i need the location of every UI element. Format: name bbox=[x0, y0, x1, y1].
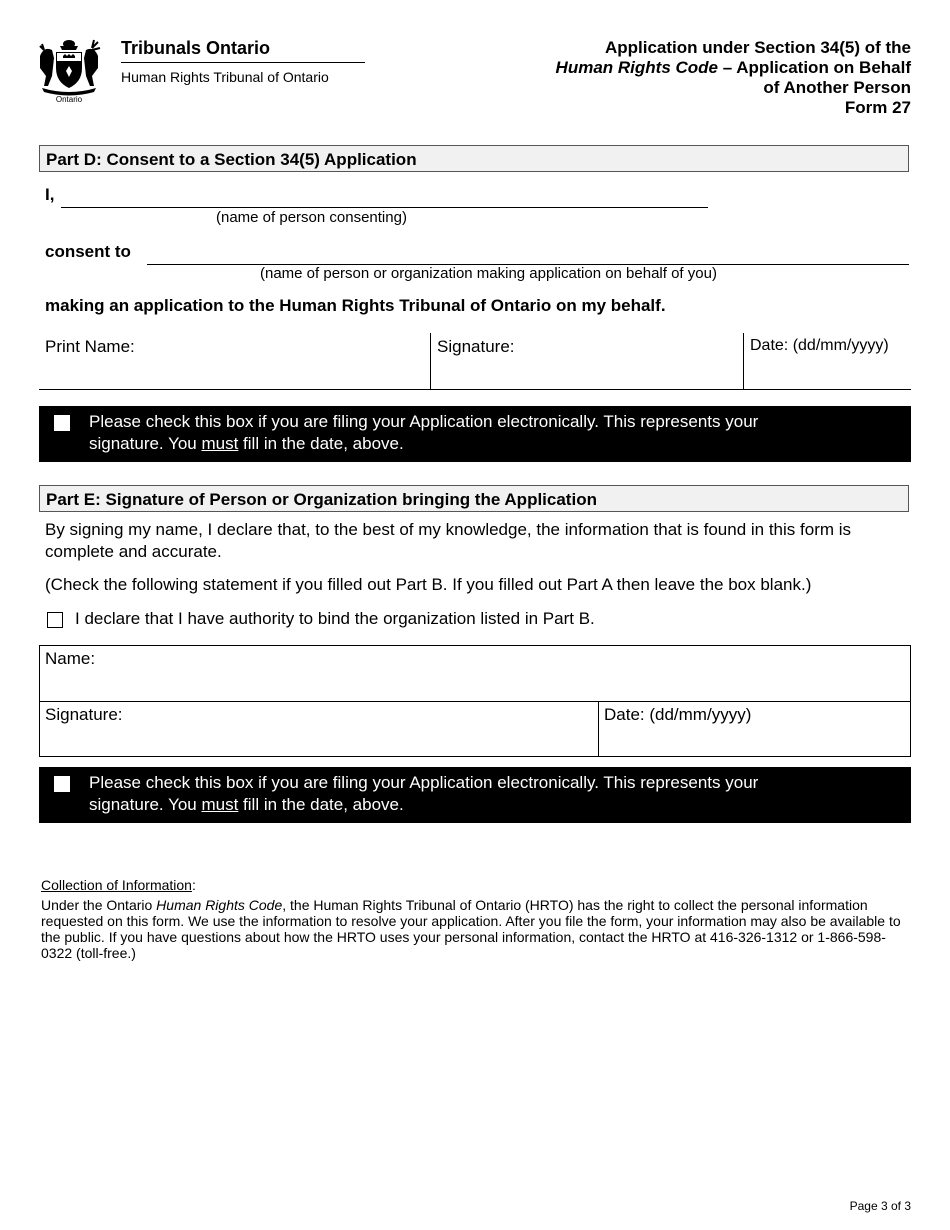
part-e-signature-field[interactable] bbox=[40, 702, 598, 756]
form-title-line2 bbox=[556, 58, 911, 78]
form-title-line3: of Another Person bbox=[763, 78, 911, 97]
org-subtitle: Human Rights Tribunal of Ontario bbox=[121, 69, 329, 85]
part-d-heading: Part D: Consent to a Section 34(5) Application bbox=[39, 145, 909, 172]
part-e-date-field[interactable] bbox=[598, 702, 910, 756]
part-e-electronic-filing-bar bbox=[39, 767, 911, 823]
part-d-electronic-line2: signature. You must fill in the date, above. bbox=[89, 434, 404, 453]
part-e-electronic-filing-checkbox[interactable] bbox=[54, 776, 70, 792]
part-d-date-label: Date: (dd/mm/yyyy) bbox=[750, 337, 889, 354]
applicant-name-hint: (name of person or organization making application on behalf of you) bbox=[260, 265, 717, 282]
part-e-electronic-line2: signature. You must fill in the date, above. bbox=[89, 795, 404, 814]
part-d-signature-field[interactable] bbox=[430, 333, 743, 389]
part-e-name-field[interactable] bbox=[40, 646, 910, 702]
name-of-person-consenting-hint: (name of person consenting) bbox=[216, 209, 407, 226]
collection-of-information bbox=[41, 877, 901, 961]
form-title-line1: Application under Section 34(5) of the bbox=[604, 38, 911, 57]
logo-caption: Ontario bbox=[55, 95, 83, 104]
i-label: I, bbox=[45, 185, 55, 204]
form-title bbox=[556, 38, 911, 118]
must-emphasis: must bbox=[201, 434, 239, 453]
print-name-label: Print Name: bbox=[45, 337, 135, 356]
part-d-date-field[interactable] bbox=[743, 333, 911, 389]
authority-checkbox[interactable] bbox=[47, 612, 63, 628]
form-title-code: Human Rights Code bbox=[555, 58, 718, 77]
page-number: Page 3 of 3 bbox=[849, 1199, 911, 1213]
print-name-field[interactable] bbox=[39, 333, 430, 389]
declaration-paragraph: By signing my name, I declare that, to the best of my knowledge, the information that is found in this form is complete and accurate. bbox=[45, 520, 852, 561]
part-d-signature-row bbox=[39, 333, 911, 390]
authority-statement: I declare that I have authority to bind the organization listed in Part B. bbox=[75, 609, 595, 628]
part-e-date-label: Date: (dd/mm/yyyy) bbox=[604, 705, 752, 724]
collection-text: Under the Ontario Human Rights Code, the Human Rights Tribunal of Ontario (HRTO) has the right to collect the personal information requested on this form. We use the information to resolve your application. After you file the form, your information may also be available to the public. If you have questions about how the HRTO uses your personal information, contact the HRTO at 416-326-1312 or 1-866-598-0322 (toll-free.) bbox=[41, 897, 901, 961]
part-e-signature-table bbox=[39, 645, 911, 757]
part-d-electronic-line1: Please check this box if you are filing your Application electronically. This represents your bbox=[89, 412, 759, 431]
part-d-electronic-filing-bar bbox=[39, 406, 911, 462]
form-number: Form 27 bbox=[844, 98, 911, 117]
part-d-electronic-filing-checkbox[interactable] bbox=[54, 415, 70, 431]
name-of-person-consenting-field[interactable] bbox=[61, 207, 708, 208]
must-emphasis: must bbox=[201, 795, 239, 814]
check-instruction: (Check the following statement if you filled out Part B. If you filled out Part A then leave the box blank.) bbox=[45, 575, 812, 594]
part-d-signature-label: Signature: bbox=[437, 337, 515, 356]
part-e-heading: Part E: Signature of Person or Organization bringing the Application bbox=[39, 485, 909, 512]
consent-to-label: consent to bbox=[45, 242, 131, 261]
part-e-electronic-line1: Please check this box if you are filing your Application electronically. This represents your bbox=[89, 773, 759, 792]
org-divider bbox=[121, 62, 365, 63]
form-title-line2-rest: – Application on Behalf bbox=[718, 58, 911, 77]
ontario-coat-of-arms-logo bbox=[36, 38, 102, 104]
consent-statement: making an application to the Human Rights Tribunal of Ontario on my behalf. bbox=[45, 296, 666, 315]
part-e-signature-label: Signature: bbox=[45, 705, 123, 724]
org-name: Tribunals Ontario bbox=[121, 38, 271, 58]
part-e-name-label: Name: bbox=[45, 649, 96, 668]
collection-heading: Collection of Information: bbox=[41, 877, 196, 893]
